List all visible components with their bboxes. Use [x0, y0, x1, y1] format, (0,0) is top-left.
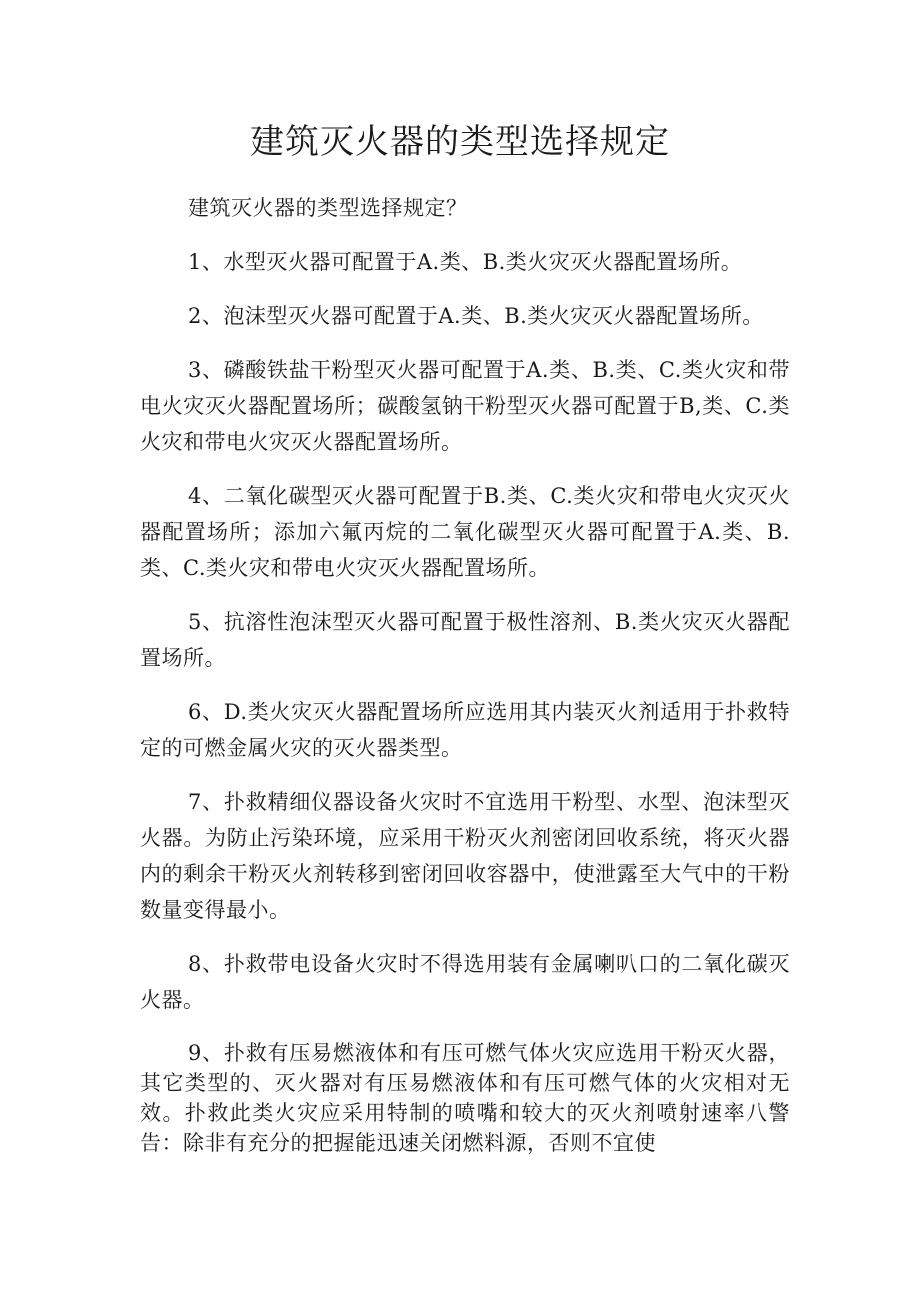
rule-paragraph-6: 6、D.类火灾灭火器配置场所应选用其内装灭火剂适用于扑救特定的可燃金属火灾的灭火器类型。: [140, 700, 790, 760]
rule-paragraph-8: 8、扑救带电设备火灾时不得选用装有金属喇叭口的二氧化碳灭火器。: [140, 952, 790, 1012]
document-title: 建筑灭火器的类型选择规定: [250, 122, 670, 162]
rule-paragraph-4: 4、二氧化碳型灭火器可配置于B.类、C.类火灾和带电火灾灭火器配置场所；添加六氟丙烷的二氧化碳型灭火器可配置于A.类、B.类、C.类火灾和带电火灾灭火器配置场所。: [140, 484, 790, 580]
rule-paragraph-2: 2、泡沫型灭火器可配置于A.类、B.类火灾灭火器配置场所。: [188, 304, 764, 328]
document-body: [140, 190, 790, 1158]
rule-paragraph-5: 5、抗溶性泡沫型灭火器可配置于极性溶剂、B.类火灾灭火器配置场所。: [140, 610, 790, 670]
rule-paragraph-1: 1、水型灭火器可配置于A.类、B.类火灾灭火器配置场所。: [188, 250, 743, 274]
rule-paragraph-3: 3、磷酸铁盐干粉型灭火器可配置于A.类、B.类、C.类火灾和带电火灾灭火器配置场所；碳酸氢钠干粉型灭火器可配置于B,类、C.类火灾和带电火灾灭火器配置场所。: [140, 358, 790, 454]
rule-paragraph-9: 9、扑救有压易燃液体和有压可燃气体火灾应选用干粉灭火器，其它类型的、灭火器对有压易燃液体和有压可燃气体的火灾相对无效。扑救此类火灾应采用特制的喷嘴和较大的灭火剂喷射速率八警告：除非有充分的把握能迅速关闭燃料源，否则不宜使: [140, 1041, 790, 1155]
rule-paragraph-7: 7、扑救精细仪器设备火灾时不宜选用干粉型、水型、泡沫型灭火器。为防止污染环境，应采用干粉灭火剂密闭回收系统，将灭火器内的剩余干粉灭火剂转移到密闭回收容器中，使泄露至大气中的干粉数量变得最小。: [140, 790, 790, 922]
intro-paragraph: 建筑灭火器的类型选择规定？: [188, 196, 468, 220]
